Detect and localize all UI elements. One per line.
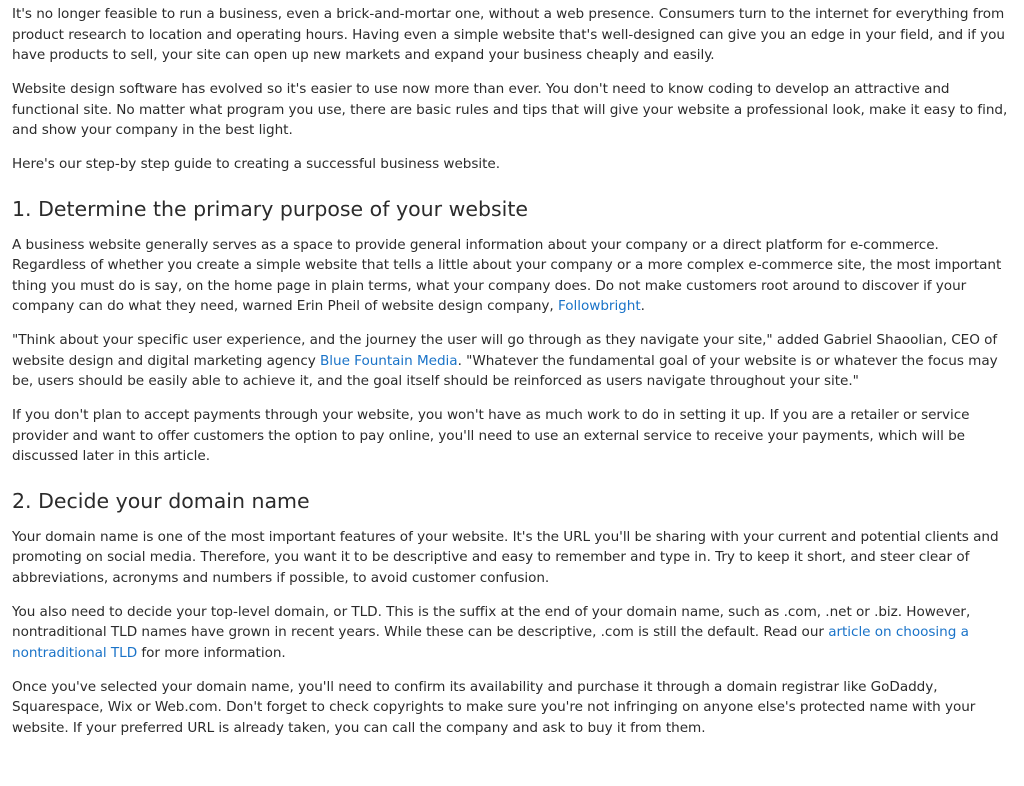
intro-paragraph-2: Website design software has evolved so it's easier to use now more than ever. You don't need to know coding to develop an attractive and functional site. No matter what program you use, there are basic rules and tips that will give your website a professional look, make it easy to find, and show your company in the best light. <box>12 81 1008 138</box>
section-1-heading: 1. Determine the primary purpose of your website <box>12 196 528 221</box>
section-1-paragraph-1 <box>12 235 1014 317</box>
intro-paragraph-3: Here's our step-by step guide to creating a successful business website. <box>12 156 500 172</box>
section-1-paragraph-2-text-b: . "Whatever the fundamental goal of your website is or whatever the focus may be, users should be easily able to achieve it, and the goal itself should be reinforced as users navigate throughout your site." <box>12 352 998 389</box>
nontraditional-tld-article-link[interactable]: article on choosing a nontraditional TLD <box>12 624 969 661</box>
section-1-paragraph-2-text-a: "Think about your specific user experience, and the journey the user will go through as they navigate your site," added Gabriel Shaoolian, CEO of website design and digital marketing agency <box>12 332 998 369</box>
section-1-paragraph-3: If you don't plan to accept payments through your website, you won't have as much work to do in setting it up. If you are a retailer or service provider and want to offer customers the option to pay online, you'll need to use an external service to receive your payments, which will be discussed later in this article. <box>12 407 970 464</box>
section-2-paragraph-3: Once you've selected your domain name, you'll need to confirm its availability and purchase it through a domain registrar like GoDaddy, Squarespace, Wix or Web.com. Don't forget to check copyrights to make sure you're not infringing on anyone else's protected name with your website. If your preferred URL is already taken, you can call the company and ask to buy it from them. <box>12 678 976 736</box>
followbright-link[interactable]: Followbright <box>557 298 641 314</box>
section-2-paragraph-2-text-a: You also need to decide your top-level domain, or TLD. This is the suffix at the end of your domain name, such as .com, .net or .biz. However, nontraditional TLD names have grown in recent years. While these can be descriptive, .com is still the default. Read our <box>12 603 971 640</box>
intro-paragraph-1: It's no longer feasible to run a business, even a brick-and-mortar one, without a web presence. Consumers turn to the internet for everything from product research to location and operating hours. Having even a simple website that's well-designed can give you an edge in your field, and if you have products to sell, your site can open up new markets and expand your business cheaply and easily. <box>12 6 1005 63</box>
section-2-heading: 2. Decide your domain name <box>12 488 310 513</box>
section-2-paragraph-2-text-b: for more information. <box>137 644 286 661</box>
section-1-paragraph-2 <box>12 330 1014 392</box>
section-2-paragraph-2 <box>12 602 1014 664</box>
section-2-paragraph-1: Your domain name is one of the most important features of your website. It's the URL you'll be sharing with your current and potential clients and promoting on social media. Therefore, you want it to be descriptive and easy to remember and type in. Try to keep it short, and steer clear of abbreviations, acronyms and numbers if possible, to avoid customer confusion. <box>12 528 999 586</box>
section-1-paragraph-1-text: A business website generally serves as a space to provide general information about your company or a direct platform for e-commerce. Regardless of whether you create a simple website that tells a little about your company or a more complex e-commerce site, the most important thing you must do is say, on the home page in plain terms, what your company does. Do not make customers root around to discover if your company can do what they need, warned Erin Pheil of website design company, <box>12 236 1002 314</box>
blue-fountain-media-link[interactable]: Blue Fountain Media <box>320 352 458 369</box>
section-1-paragraph-1-end: . <box>640 298 645 314</box>
